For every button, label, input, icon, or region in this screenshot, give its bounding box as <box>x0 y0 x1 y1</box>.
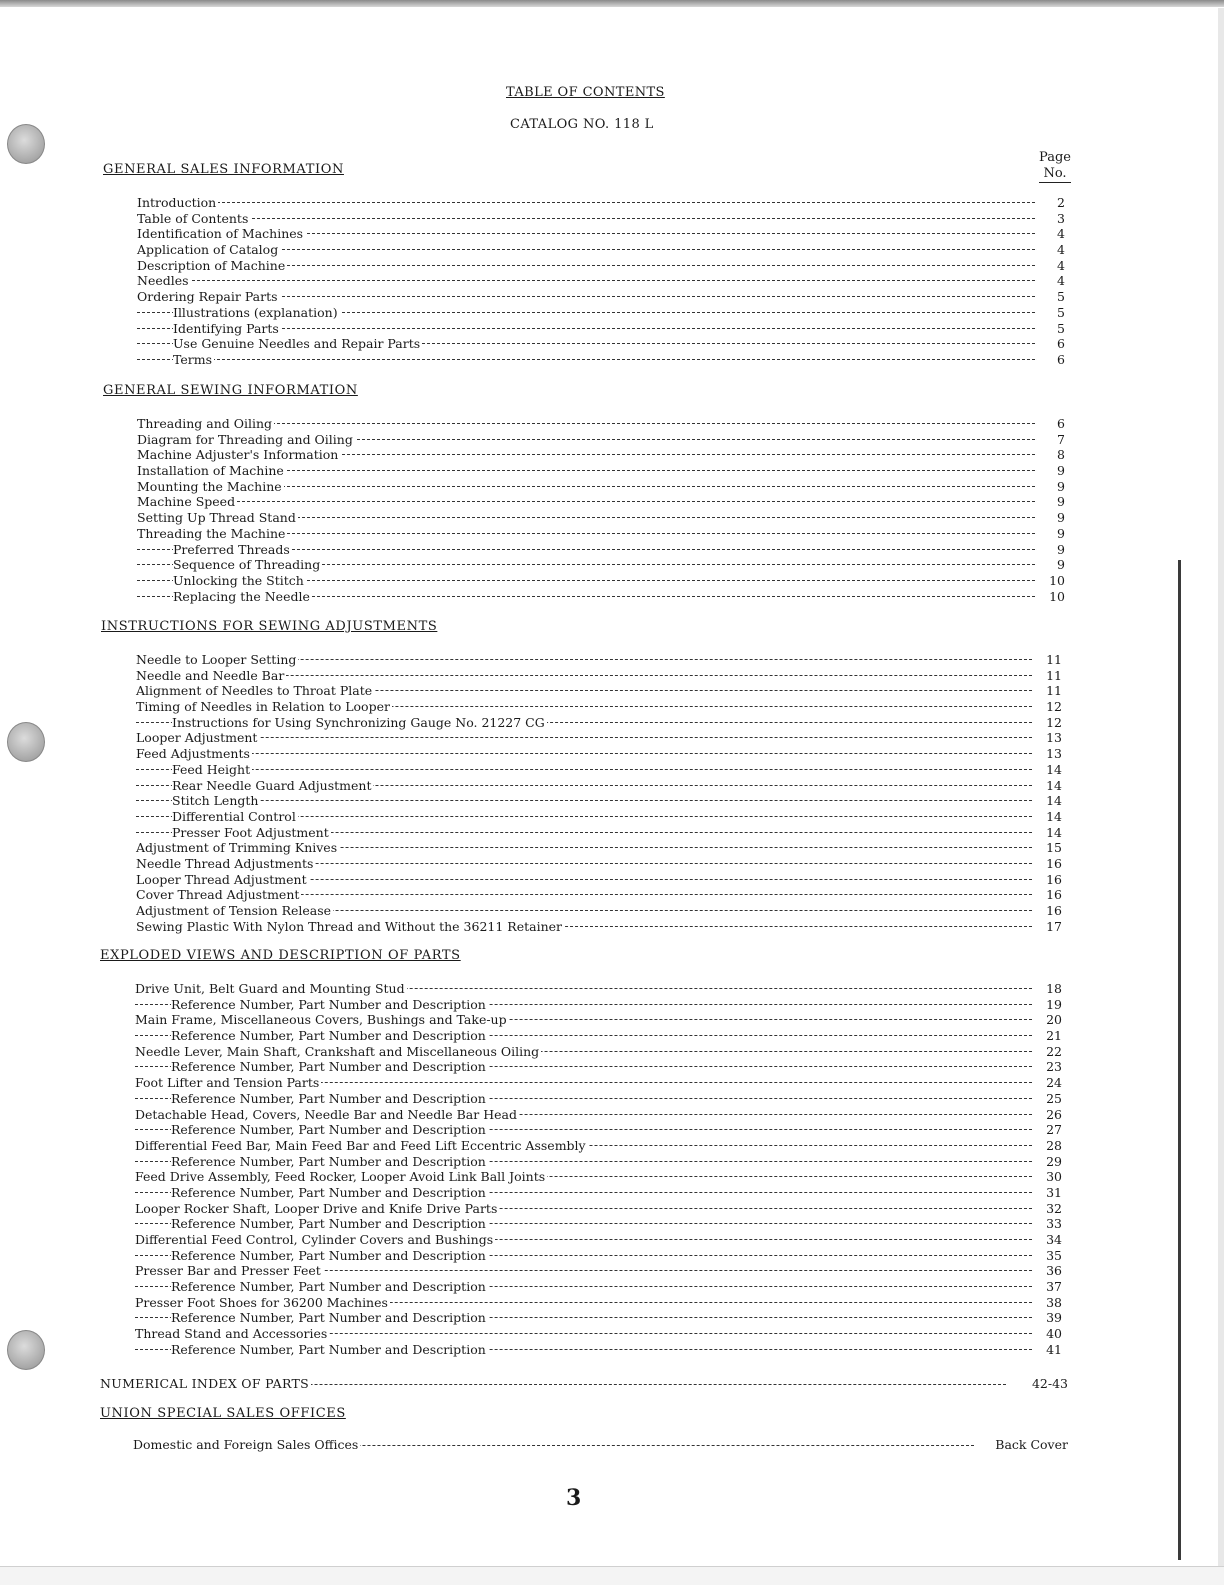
toc-entry-page: 17 <box>1036 919 1062 935</box>
toc-entry <box>136 699 1062 715</box>
punch-hole <box>7 722 45 762</box>
toc-entry-page: 4 <box>1039 226 1065 242</box>
toc-entry-page: 20 <box>1036 1012 1062 1028</box>
toc-entry <box>135 1059 1062 1075</box>
toc-entry-page: 7 <box>1039 432 1065 448</box>
toc-entry-page: 13 <box>1036 746 1062 762</box>
toc-entry <box>136 778 1062 794</box>
toc-entry-label: Machine Adjuster's Information <box>137 447 339 463</box>
leader-dashes <box>137 218 1035 219</box>
leader-dashes <box>137 501 1035 502</box>
toc-entry-page: 41 <box>1036 1342 1062 1358</box>
toc-entry-label: Main Frame, Miscellaneous Covers, Bushings and Take-up <box>135 1012 507 1028</box>
toc-entry <box>137 557 1065 573</box>
toc-entry-page: 42-43 <box>1031 1376 1068 1391</box>
toc-entry-page: 29 <box>1036 1154 1062 1170</box>
toc-entry-label: Preferred Threads <box>173 541 290 557</box>
toc-entry-label: Table of Contents <box>137 210 249 226</box>
toc-entry-label: Looper Rocker Shaft, Looper Drive and Knife Drive Parts <box>135 1200 498 1216</box>
toc-entry-label: Feed Height <box>172 761 251 777</box>
toc-entry <box>137 463 1065 479</box>
toc-entry <box>137 589 1065 605</box>
page-number: 3 <box>566 1485 582 1511</box>
toc-entry <box>135 1075 1062 1091</box>
toc-entry-page: 12 <box>1036 715 1062 731</box>
toc-entry <box>135 1248 1062 1264</box>
toc-entry-label: Reference Number, Part Number and Description <box>171 1090 486 1106</box>
document-title: TABLE OF CONTENTS <box>506 85 665 100</box>
toc-entry <box>136 762 1062 778</box>
toc-entry-label: Differential Control <box>172 808 296 824</box>
toc-entry-page: 3 <box>1039 211 1065 227</box>
toc-entry-page: 11 <box>1036 668 1062 684</box>
toc-entry-label: Setting Up Thread Stand <box>137 510 296 526</box>
section-heading: GENERAL SALES INFORMATION <box>103 162 344 177</box>
toc-entry <box>136 683 1062 699</box>
toc-entry-label: Rear Needle Guard Adjustment <box>172 777 372 793</box>
numerical-index-row <box>100 1376 1068 1392</box>
toc-entry-label: Thread Stand and Accessories <box>135 1326 328 1342</box>
scan-top-edge <box>0 0 1224 7</box>
toc-entry-page: 11 <box>1036 652 1062 668</box>
toc-entry <box>135 1295 1062 1311</box>
toc-entry <box>136 793 1062 809</box>
toc-entry-page: 9 <box>1039 494 1065 510</box>
toc-entry-page: 12 <box>1036 699 1062 715</box>
toc-entry-page: 9 <box>1039 479 1065 495</box>
toc-entry-label: Reference Number, Part Number and Description <box>171 1122 486 1138</box>
toc-entry <box>135 997 1062 1013</box>
toc-entry-label: Presser Bar and Presser Feet <box>135 1263 321 1279</box>
toc-entry-page: 32 <box>1036 1201 1062 1217</box>
leader-dashes <box>136 800 1032 801</box>
leader-dashes <box>136 753 1032 754</box>
toc-entry <box>135 1012 1062 1028</box>
toc-entry-label: Reference Number, Part Number and Description <box>171 1279 486 1295</box>
section-heading: EXPLODED VIEWS AND DESCRIPTION OF PARTS <box>100 948 461 963</box>
toc-entry-page: 37 <box>1036 1279 1062 1295</box>
toc-entry-label: Needle and Needle Bar <box>136 667 285 683</box>
toc-entry <box>136 825 1062 841</box>
toc-entry-label: Stitch Length <box>172 793 259 809</box>
toc-entry-page: 5 <box>1039 289 1065 305</box>
toc-entry-label: Reference Number, Part Number and Description <box>171 1341 486 1357</box>
toc-entry-label: Adjustment of Trimming Knives <box>136 840 338 856</box>
toc-entry-page: 4 <box>1039 273 1065 289</box>
toc-entry-label: Introduction <box>137 195 217 210</box>
toc-entry-label: Detachable Head, Covers, Needle Bar and Needle Bar Head <box>135 1106 517 1122</box>
page-column-header <box>1032 150 1078 183</box>
scan-right-margin <box>1218 8 1224 1568</box>
toc-entry <box>135 1342 1062 1358</box>
toc-entry <box>137 573 1065 589</box>
toc-entry-page: 9 <box>1039 510 1065 526</box>
toc-entry <box>135 1326 1062 1342</box>
toc-entry-label: Reference Number, Part Number and Description <box>171 1216 486 1232</box>
toc-entry <box>135 1107 1062 1123</box>
scan-bottom-edge <box>0 1566 1224 1585</box>
toc-entry-label: Description of Machine <box>137 257 286 273</box>
toc-entry-label: Unlocking the Stitch <box>173 572 304 588</box>
toc-entry-page: 6 <box>1039 416 1065 432</box>
toc-entry <box>135 1263 1062 1279</box>
toc-entry-page: 16 <box>1036 887 1062 903</box>
toc-entry <box>135 1028 1062 1044</box>
toc-entry-label: Use Genuine Needles and Repair Parts <box>173 336 421 352</box>
toc-entry-label: Reference Number, Part Number and Description <box>171 1153 486 1169</box>
toc-entry-label: Reference Number, Part Number and Description <box>171 1059 486 1075</box>
leader-dashes <box>136 737 1032 738</box>
toc-entry <box>135 1169 1062 1185</box>
toc-entry <box>137 226 1065 242</box>
toc-entry-label: Threading and Oiling <box>137 416 273 431</box>
toc-entry-page: 15 <box>1036 840 1062 856</box>
toc-entry <box>136 715 1062 731</box>
toc-entry-page: 5 <box>1039 321 1065 337</box>
toc-entry-label: Instructions for Using Synchronizing Gauge No. 21227 CG <box>172 714 545 730</box>
toc-entry-label: Presser Foot Shoes for 36200 Machines <box>135 1294 388 1310</box>
toc-entry-label: Domestic and Foreign Sales Offices <box>133 1437 359 1452</box>
page-column-label: Page <box>1039 150 1071 165</box>
toc-entry-label: Needle Lever, Main Shaft, Crankshaft and Miscellaneous Oiling <box>135 1043 540 1059</box>
toc-entry-page: 14 <box>1036 809 1062 825</box>
toc-entry <box>136 668 1062 684</box>
toc-entry <box>136 652 1062 668</box>
toc-entry <box>136 856 1062 872</box>
toc-entry <box>137 526 1065 542</box>
toc-entry-page: 9 <box>1039 463 1065 479</box>
toc-entry-page: 26 <box>1036 1107 1062 1123</box>
toc-entry-page: 19 <box>1036 997 1062 1013</box>
toc-entry-label: Installation of Machine <box>137 463 284 479</box>
toc-entry-page: 27 <box>1036 1122 1062 1138</box>
toc-entry-label: Reference Number, Part Number and Description <box>171 1247 486 1263</box>
toc-entry <box>136 919 1062 935</box>
toc-entry <box>136 840 1062 856</box>
toc-entry-page: 6 <box>1039 336 1065 352</box>
toc-entry-label: Reference Number, Part Number and Description <box>171 1310 486 1326</box>
toc-entry-page: 35 <box>1036 1248 1062 1264</box>
toc-entry <box>137 273 1065 289</box>
toc-entry <box>135 1185 1062 1201</box>
toc-entry-page: 28 <box>1036 1138 1062 1154</box>
toc-entry <box>137 416 1065 432</box>
section-heading: INSTRUCTIONS FOR SEWING ADJUSTMENTS <box>101 619 438 634</box>
toc-entry-page: 23 <box>1036 1059 1062 1075</box>
catalog-number: CATALOG NO. 118 L <box>510 117 654 132</box>
toc-entry-page: 16 <box>1036 872 1062 888</box>
page-column-no: No. <box>1039 166 1070 183</box>
toc-entry-page: 16 <box>1036 856 1062 872</box>
toc-entry-label: Needle to Looper Setting <box>136 652 297 667</box>
toc-entry <box>137 242 1065 258</box>
section-heading: UNION SPECIAL SALES OFFICES <box>100 1406 346 1421</box>
toc-entry-page: 24 <box>1036 1075 1062 1091</box>
toc-entry-label: Looper Thread Adjustment <box>136 871 307 887</box>
sales-offices-row <box>133 1437 1068 1453</box>
toc-entry <box>135 1279 1062 1295</box>
toc-entry <box>137 352 1065 368</box>
toc-entry-page: 14 <box>1036 762 1062 778</box>
toc-entry-label: Cover Thread Adjustment <box>136 887 300 903</box>
toc-entry-label: Reference Number, Part Number and Description <box>171 1184 486 1200</box>
toc-entry-page: 9 <box>1039 542 1065 558</box>
toc-entry <box>135 1044 1062 1060</box>
toc-entry-label: Diagram for Threading and Oiling <box>137 431 353 447</box>
toc-entry-page: 5 <box>1039 305 1065 321</box>
punch-hole <box>7 1330 45 1370</box>
toc-entry-page: 14 <box>1036 793 1062 809</box>
toc-entry <box>136 809 1062 825</box>
toc-entry <box>137 494 1065 510</box>
toc-entry <box>136 730 1062 746</box>
toc-entry-label: Reference Number, Part Number and Description <box>171 996 486 1012</box>
toc-entry-page: 9 <box>1039 557 1065 573</box>
toc-entry-label: Sewing Plastic With Nylon Thread and Without the 36211 Retainer <box>136 918 563 934</box>
leader-dashes <box>137 359 1035 360</box>
toc-entry-label: Sequence of Threading <box>173 557 321 573</box>
leader-dashes <box>137 280 1035 281</box>
toc-entry-label: Ordering Repair Parts <box>137 289 278 305</box>
toc-entry <box>137 321 1065 337</box>
toc-entry <box>137 479 1065 495</box>
toc-list <box>137 195 1065 368</box>
toc-entry <box>136 887 1062 903</box>
toc-entry-label: Drive Unit, Belt Guard and Mounting Stud <box>135 981 405 996</box>
toc-entry-page: 14 <box>1036 825 1062 841</box>
toc-entry <box>137 542 1065 558</box>
toc-entry-label: Reference Number, Part Number and Description <box>171 1028 486 1044</box>
toc-list <box>135 981 1062 1358</box>
toc-entry-label: Application of Catalog <box>137 242 279 258</box>
toc-entry-label: Looper Adjustment <box>136 730 258 746</box>
scan-right-edge <box>1178 560 1181 1560</box>
toc-entry-page: 34 <box>1036 1232 1062 1248</box>
toc-entry <box>135 1216 1062 1232</box>
toc-entry-label: Machine Speed <box>137 494 236 510</box>
section-heading: GENERAL SEWING INFORMATION <box>103 383 358 398</box>
toc-entry-page: 8 <box>1039 447 1065 463</box>
toc-entry-page: 31 <box>1036 1185 1062 1201</box>
toc-entry-page: 4 <box>1039 242 1065 258</box>
toc-entry-page: 18 <box>1036 981 1062 997</box>
toc-entry-page: 21 <box>1036 1028 1062 1044</box>
toc-entry-page: 2 <box>1039 195 1065 211</box>
toc-entry-page: 11 <box>1036 683 1062 699</box>
toc-entry <box>137 195 1065 211</box>
toc-list <box>136 652 1062 934</box>
toc-entry-page: 39 <box>1036 1310 1062 1326</box>
toc-entry-page: 10 <box>1039 589 1065 605</box>
toc-entry <box>137 510 1065 526</box>
toc-entry <box>135 1201 1062 1217</box>
toc-entry-label: Illustrations (explanation) <box>173 304 338 320</box>
toc-list <box>137 416 1065 604</box>
toc-entry-label: Presser Foot Adjustment <box>172 824 329 840</box>
toc-entry <box>135 1232 1062 1248</box>
toc-entry <box>135 1122 1062 1138</box>
leader-dashes <box>136 769 1032 770</box>
toc-entry <box>136 746 1062 762</box>
toc-entry <box>135 1091 1062 1107</box>
toc-entry-label: Feed Drive Assembly, Feed Rocker, Looper Avoid Link Ball Joints <box>135 1169 546 1185</box>
toc-entry-label: Identifying Parts <box>173 320 279 336</box>
toc-entry <box>135 1138 1062 1154</box>
toc-entry-label: NUMERICAL INDEX OF PARTS <box>100 1376 309 1391</box>
toc-entry-label: Needles <box>137 273 189 289</box>
toc-entry-label: Mounting the Machine <box>137 478 282 494</box>
toc-entry <box>137 258 1065 274</box>
toc-entry <box>135 981 1062 997</box>
toc-entry-label: Replacing the Needle <box>173 588 310 604</box>
toc-entry-page: 10 <box>1039 573 1065 589</box>
toc-entry-label: Terms <box>173 351 213 367</box>
toc-entry-page: 36 <box>1036 1263 1062 1279</box>
toc-entry-label: Differential Feed Control, Cylinder Covers and Bushings <box>135 1232 494 1247</box>
toc-entry-page: 13 <box>1036 730 1062 746</box>
toc-entry <box>137 289 1065 305</box>
toc-entry-label: Alignment of Needles to Throat Plate <box>136 683 373 699</box>
toc-entry <box>135 1154 1062 1170</box>
leader-dashes <box>137 202 1035 203</box>
toc-entry-label: Timing of Needles in Relation to Looper <box>136 699 390 715</box>
toc-entry-label: Threading the Machine <box>137 525 286 541</box>
toc-entry <box>136 903 1062 919</box>
toc-entry-page: Back Cover <box>995 1437 1068 1452</box>
toc-entry <box>137 336 1065 352</box>
toc-entry <box>137 211 1065 227</box>
toc-entry-page: 16 <box>1036 903 1062 919</box>
toc-entry-page: 9 <box>1039 526 1065 542</box>
toc-entry-page: 14 <box>1036 778 1062 794</box>
toc-entry-page: 6 <box>1039 352 1065 368</box>
toc-entry <box>136 872 1062 888</box>
punch-hole <box>7 124 45 164</box>
toc-entry <box>137 305 1065 321</box>
toc-entry-label: Adjustment of Tension Release <box>136 903 332 918</box>
toc-entry-label: Differential Feed Bar, Main Feed Bar and Feed Lift Eccentric Assembly <box>135 1137 586 1153</box>
toc-entry-page: 22 <box>1036 1044 1062 1060</box>
toc-entry-label: Feed Adjustments <box>136 746 250 762</box>
toc-entry-page: 25 <box>1036 1091 1062 1107</box>
toc-entry <box>137 447 1065 463</box>
toc-entry-page: 40 <box>1036 1326 1062 1342</box>
toc-entry-page: 4 <box>1039 258 1065 274</box>
toc-entry <box>137 432 1065 448</box>
toc-entry-label: Foot Lifter and Tension Parts <box>135 1075 320 1091</box>
toc-entry-label: Needle Thread Adjustments <box>136 855 314 871</box>
toc-entry-page: 33 <box>1036 1216 1062 1232</box>
toc-entry-page: 30 <box>1036 1169 1062 1185</box>
toc-entry <box>135 1310 1062 1326</box>
toc-entry-page: 38 <box>1036 1295 1062 1311</box>
toc-entry-label: Identification of Machines <box>137 226 304 242</box>
